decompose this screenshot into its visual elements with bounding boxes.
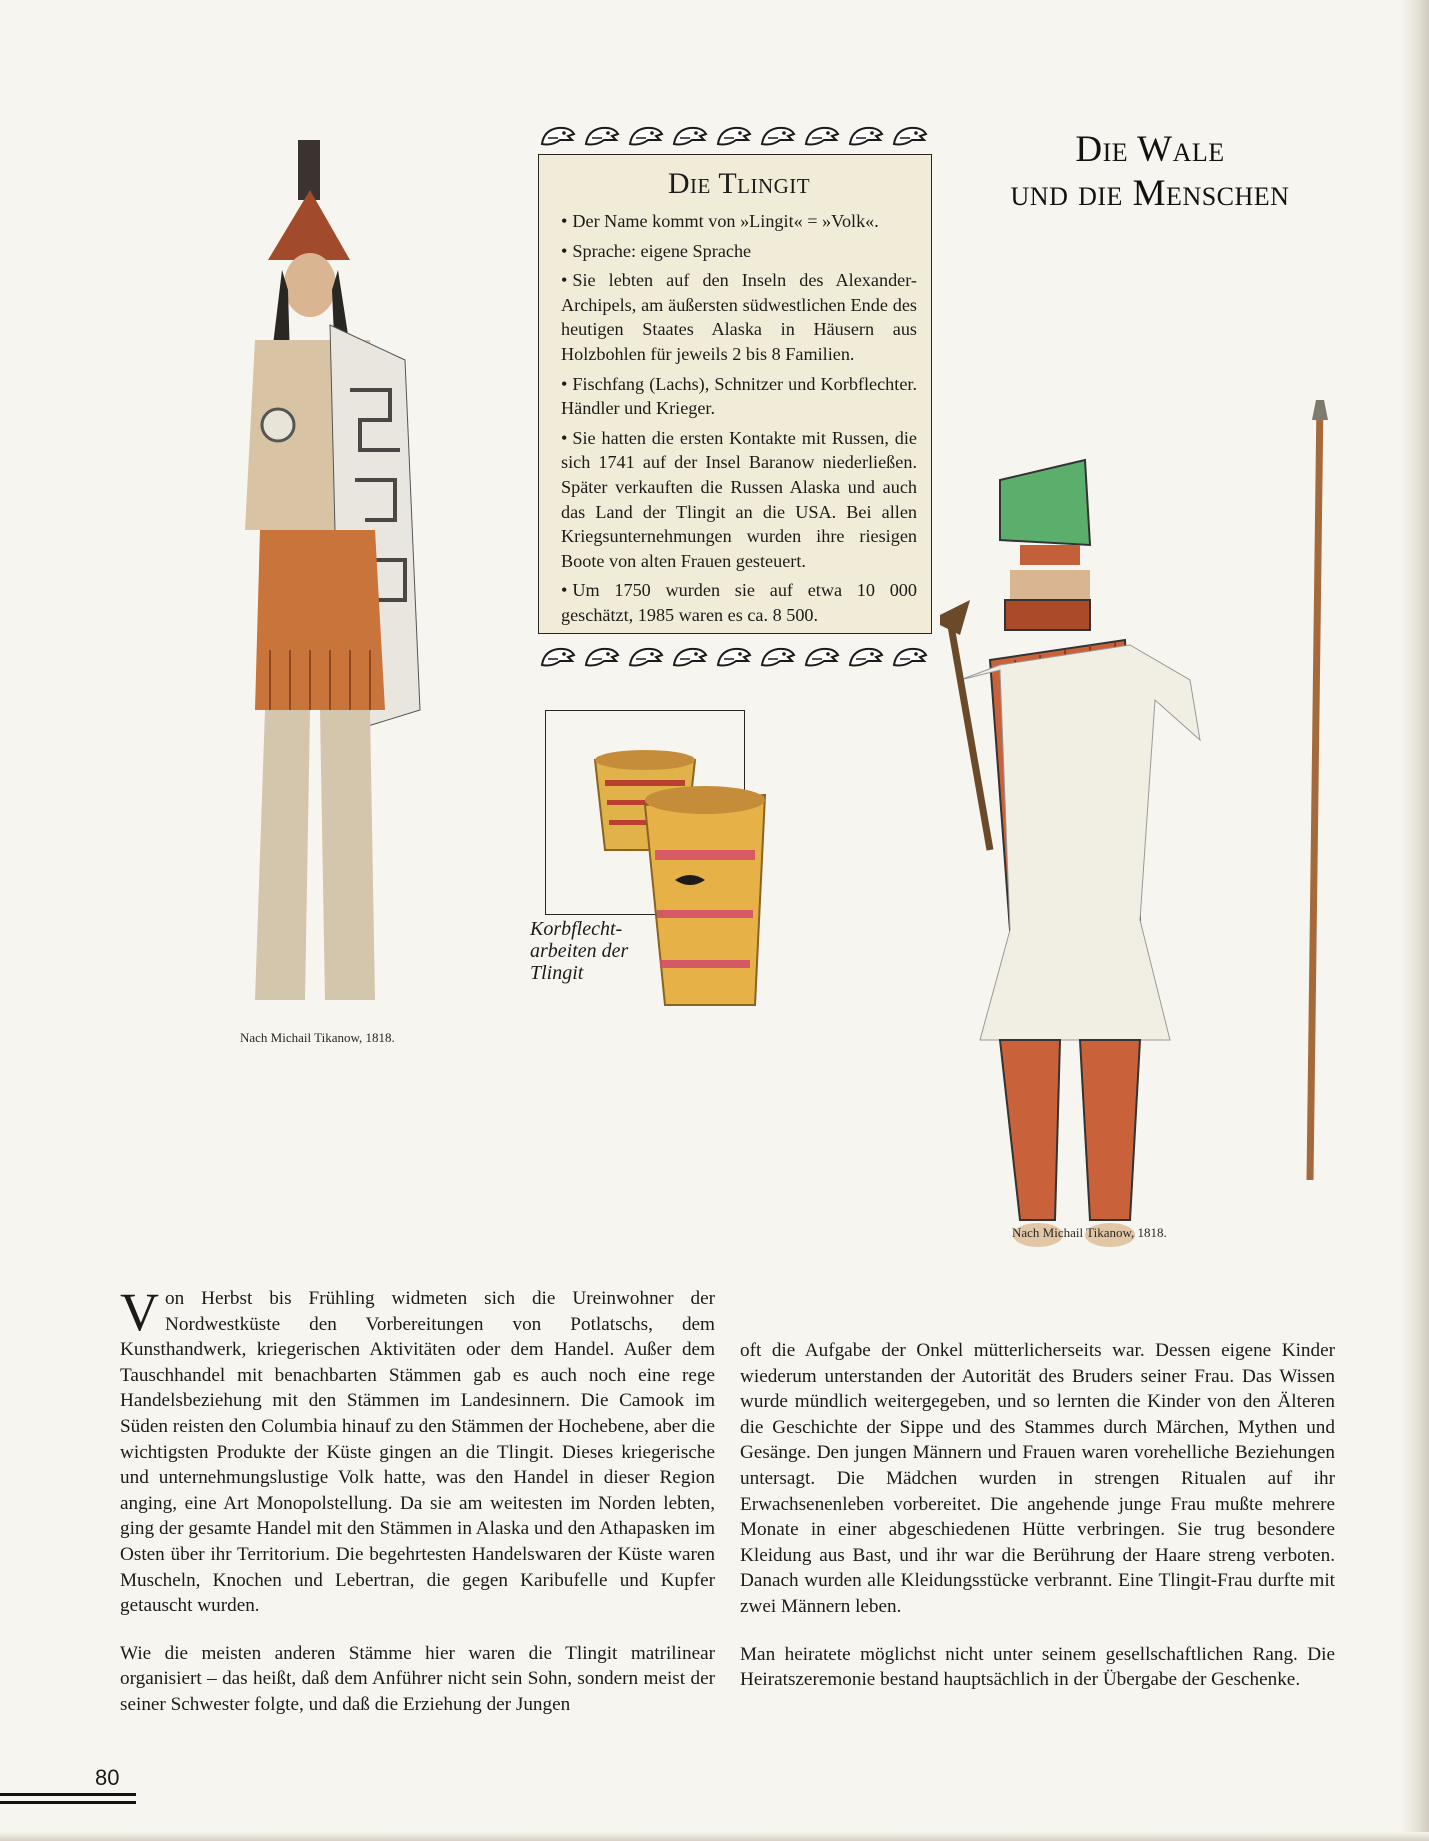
eagle-icon [760, 645, 796, 669]
info-item: • Sprache: eigene Sprache [561, 239, 917, 264]
eagle-icon [716, 645, 752, 669]
info-item: • Sie lebten auf den Inseln des Alexander-Archipels, am äußersten südwestlichen Ende des heutigen Staates Alaska in Häusern aus Holzbohlen für jeweils 2 bis 8 Familien. [561, 268, 917, 366]
face [1010, 570, 1090, 600]
eagle-icon [540, 645, 576, 669]
left-leg [255, 710, 310, 1000]
eagle-icon [804, 645, 840, 669]
eagle-icon [628, 645, 664, 669]
medallion [262, 409, 294, 441]
eagle-icon [716, 124, 752, 148]
paragraph-text: on Herbst bis Frühling widmeten sich die Ureinwohner der Nordwestküste den Vorbereitungen von Potlatschs, dem Kunsthandwerk, kriegerischen Aktivitäten oder dem Handel. Außer dem Tauschhandel mit benachbarten Stämmen gab es auch noch eine rege Handelsbeziehung mit den Stämmen im Landesinnern. Die Camook im Süden reisten den Columbia hinauf zu den Stämmen der Hochebene, aber die wichtigsten Produkte der Küste gingen an die Tlingit. Dieses kriegerische und unternehmungslustige Volk hatte, was den Handel in dieser Region anging, eine Art Monopolstellung. Da sie am weitesten im Norden lebten, ging der gesamte Handel mit den Stämmen in Alaska und den Athapasken im Osten über ihr Territorium. Die begehrtesten Handelswaren der Küste waren Muscheln, Knochen und Lebertran, die gegen Karibufelle und Kupfer getauscht wurden. [120, 1288, 715, 1617]
info-box-title: Die Tlingit [667, 167, 811, 200]
info-item: • Der Name kommt von »Lingit« = »Volk«. [561, 209, 917, 234]
page-rule [0, 1793, 136, 1796]
eagle-icon [804, 124, 840, 148]
credit-left: Nach Michail Tikanow, 1818. [240, 1030, 395, 1045]
eagle-icon [672, 645, 708, 669]
info-item: • Sie hatten die ersten Kontakte mit Russen, die sich 1741 auf der Insel Baranow niederließen. Später verkauften die Russen Alaska und auch das Land der Tlingit an die USA. Bei allen Kriegsunternehmungen wurden ihre riesigen Boote von alten Frauen gesteuert. [561, 426, 917, 574]
eagle-icon [540, 124, 576, 148]
page-number: 80 [95, 1765, 120, 1790]
hat-crest [298, 140, 320, 200]
eagle-ornament-row-top [540, 124, 928, 148]
eagle-icon [628, 124, 664, 148]
info-box [538, 154, 932, 634]
right-leg [320, 710, 375, 1000]
baskets-caption: Korbflecht-arbeiten der Tlingit [530, 918, 629, 984]
page-rule [0, 1801, 136, 1804]
eagle-ornament-row-bottom [540, 645, 928, 669]
credit-right: Nach Michail Tikanow, 1818. [1012, 1225, 1167, 1240]
left-leggings [1000, 1040, 1060, 1220]
eagle-icon [848, 124, 884, 148]
apron [255, 530, 385, 710]
eagle-icon [892, 124, 928, 148]
eagle-icon [848, 645, 884, 669]
paragraph: Wie die meisten anderen Stämme hier waren die Tlingit matrilinear organisiert – das heißt, daß dem Anführer nicht sein Sohn, sondern meist der seiner Schwester folgte, und daß die Erziehung der Jungen [120, 1642, 715, 1715]
text-column-left [120, 1282, 715, 1740]
head [284, 253, 336, 317]
right-leggings [1080, 1040, 1140, 1220]
eagle-icon [584, 124, 620, 148]
info-item: • Um 1750 wurden sie auf etwa 10 000 geschätzt, 1985 waren es ca. 8 500. [561, 578, 917, 627]
paragraph: Man heiratete möglichst nicht unter seinem gesellschaftlichen Rang. Die Heiratszeremonie bestand hauptsächlich in der Übergabe der Geschenke. [740, 1643, 1335, 1691]
visor [1005, 600, 1090, 630]
chapter-title-line2: und die Menschen [1010, 173, 1290, 214]
war-helmet [1000, 460, 1090, 545]
eagle-icon [672, 124, 708, 148]
war-club [950, 620, 990, 850]
tlingit-man-illustration [160, 110, 480, 1020]
paragraph [120, 1282, 715, 1619]
page-edge [1401, 0, 1429, 1841]
spear [1310, 400, 1320, 1180]
tlingit-warrior-illustration [940, 400, 1360, 1280]
large-basket [645, 795, 765, 1005]
paragraph: oft die Aufgabe der Onkel mütterlicherseits war. Dessen eigene Kinder wiederum unterstanden der Autorität des Bruders seiner Frau. Das Wissen wurde mündlich weitergegeben, und so lernten die Kinder von den Älteren die Geschichte der Sippe und des Stammes durch Märchen, Mythen und Gesänge. Den jungen Männern und Frauen waren vorehelliche Beziehungen untersagt. Die Mädchen wurden in strengen Ritualen auf ihr Erwachsenenleben vorbereitet. Die angehende junge Frau mußte mehrere Monate in einer abgeschiedenen Hütte verbringen. Sie trug besondere Kleidung aus Bast, und ihr war die Berührung der Haare streng verboten. Danach wurden alle Kleidungsstücke verbrannt. Eine Tlingit-Frau durfte mit zwei Männern leben. [740, 1340, 1335, 1617]
page-bottom-edge [0, 1832, 1429, 1841]
chapter-title-line1: Die Wale [1075, 129, 1225, 170]
dropcap: V [120, 1282, 159, 1342]
eagle-icon [760, 124, 796, 148]
text-column-right [740, 1338, 1335, 1715]
info-item: • Fischfang (Lachs), Schnitzer und Korbflechter. Händler und Krieger. [561, 372, 917, 421]
eagle-icon [584, 645, 620, 669]
eagle-icon [892, 645, 928, 669]
hat [268, 190, 350, 260]
chapter-title [1000, 128, 1300, 216]
info-box-list [561, 209, 917, 628]
